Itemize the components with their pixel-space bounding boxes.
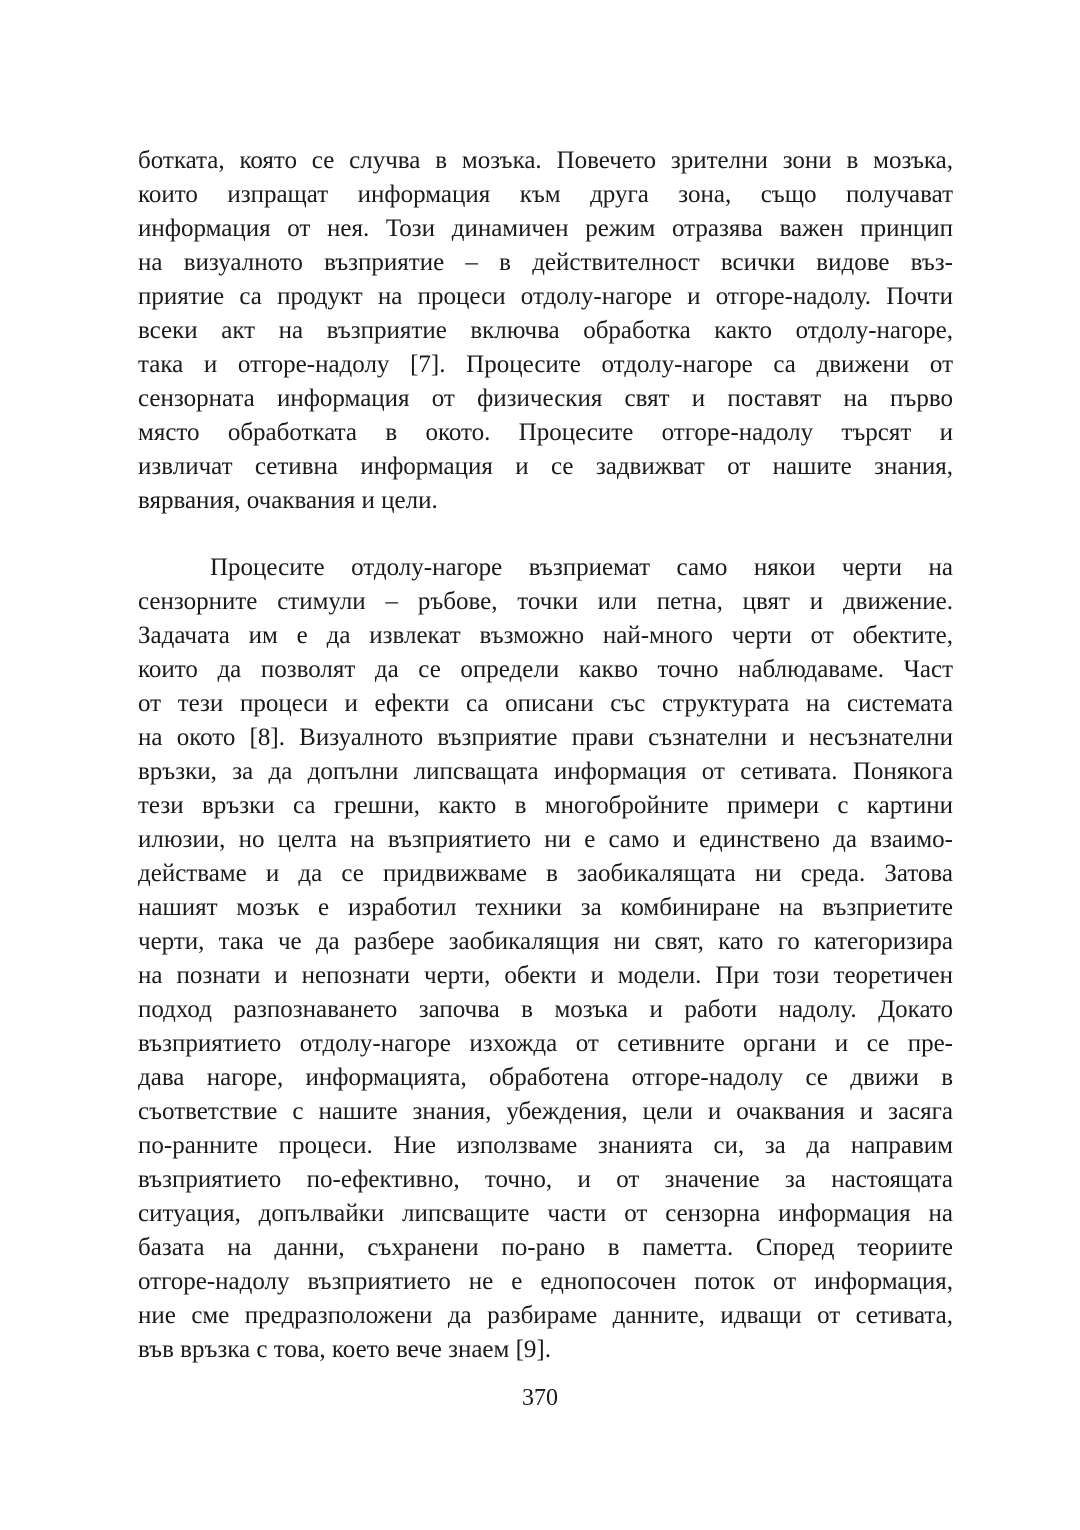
paragraph-1 — [138, 144, 953, 518]
text-line: отгоре-надолу възприятието не е еднопосочен поток от информация, — [138, 1268, 953, 1295]
text-line: които изпращат информация към друга зона, също получават — [138, 181, 953, 208]
text-line: съответствие с нашите знания, убеждения, цели и очаквания и засяга — [138, 1098, 953, 1125]
text-line: дава нагоре, информацията, обработена отгоре-надолу се движи в — [138, 1064, 953, 1091]
text-line: извличат сетивна информация и се задвижват от нашите знания, — [138, 453, 953, 480]
paragraph-2 — [138, 551, 953, 1367]
text-line: по-ранните процеси. Ние използваме знанията си, за да направим — [138, 1132, 953, 1159]
text-line: връзки, за да допълни липсващата информация от сетивата. Понякога — [138, 758, 953, 785]
text-line: Задачата им е да извлекат възможно най-много черти от обектите, — [138, 622, 953, 649]
text-line: които да позволят да се определи какво точно наблюдаваме. Част — [138, 656, 953, 683]
text-line: на визуалното възприятие – в действителност всички видове въз- — [138, 249, 953, 276]
page-number: 370 — [522, 1385, 558, 1411]
text-line: ситуация, допълвайки липсващите части от сензорна информация на — [138, 1200, 953, 1227]
text-line: възприятието отдолу-нагоре изхожда от сетивните органи и се пре- — [138, 1030, 953, 1057]
text-line: всеки акт на възприятие включва обработка както отдолу-нагоре, — [138, 317, 953, 344]
text-line: черти, така че да разбере заобикалящия ни свят, като го категоризира — [138, 928, 953, 955]
text-line: сензорната информация от физическия свят и поставят на първо — [138, 385, 953, 412]
text-line: базата на данни, съхранени по-рано в паметта. Според теориите — [138, 1234, 953, 1261]
text-line: на окото [8]. Визуалното възприятие прави съзнателни и несъзнателни — [138, 724, 953, 751]
text-line: възприятието по-ефективно, точно, и от значение за настоящата — [138, 1166, 953, 1193]
text-line: вярвания, очаквания и цели. — [138, 487, 438, 514]
text-line: тези връзки са грешни, както в многобройните примери с картини — [138, 792, 953, 819]
text-line: така и отгоре-надолу [7]. Процесите отдолу-нагоре са движени от — [138, 351, 953, 378]
text-line: илюзии, но целта на възприятието ни е само и единствено да взаимо- — [138, 826, 953, 853]
text-line: подход разпознаването започва в мозъка и работи надолу. Докато — [138, 996, 953, 1023]
text-line: ботката, която се случва в мозъка. Повечето зрителни зони в мозъка, — [138, 147, 953, 174]
text-line: във връзка с това, което вече знаем [9]. — [138, 1336, 551, 1363]
text-line: нашият мозък е изработил техники за комбиниране на възприетите — [138, 894, 953, 921]
text-line: сензорните стимули – ръбове, точки или петна, цвят и движение. — [138, 588, 953, 615]
text-line: на познати и непознати черти, обекти и модели. При този теоретичен — [138, 962, 953, 989]
text-line: ние сме предразположени да разбираме данните, идващи от сетивата, — [138, 1302, 953, 1329]
text-line: място обработката в окото. Процесите отгоре-надолу търсят и — [138, 419, 953, 446]
text-line: приятие са продукт на процеси отдолу-нагоре и отгоре-надолу. Почти — [138, 283, 953, 310]
text-line: Процесите отдолу-нагоре възприемат само някои черти на — [210, 554, 953, 581]
text-line: информация от нея. Този динамичен режим отразява важен принцип — [138, 215, 953, 242]
text-line: от тези процеси и ефекти са описани със структурата на системата — [138, 690, 953, 717]
text-line: действаме и да се придвижваме в заобикалящата ни среда. Затова — [138, 860, 953, 887]
